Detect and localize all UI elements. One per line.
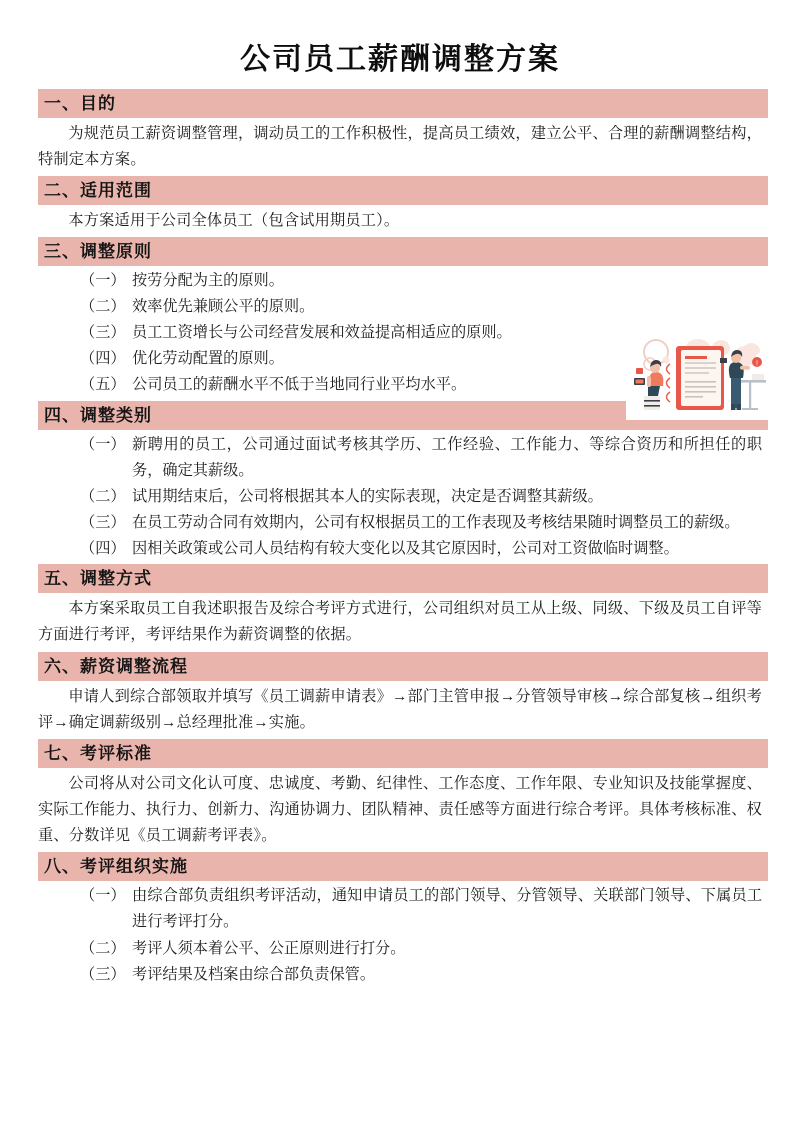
list-item-text: 优化劳动配置的原则。 [132,350,284,368]
list-item [38,346,762,372]
list-item-text: 由综合部负责组织考评活动，通知申请员工的部门领导、分管领导、关联部门领导、下属员工进行考评打分。 [132,887,762,931]
section-heading: 八、考评组织实施 [38,852,768,881]
list-item-text: 考评人须本着公平、公正原则进行打分。 [132,939,406,957]
list-item [38,294,762,320]
list-item [38,432,762,484]
list-item [38,320,762,346]
list-item [38,883,762,935]
section-paragraph: 为规范员工薪资调整管理，调动员工的工作积极性，提高员工绩效，建立公平、合理的薪酬调整结构，特制定本方案。 [38,124,762,168]
document-section [38,652,762,736]
section-paragraph: 本方案采取员工自我述职报告及综合考评方式进行，公司组织对员工从上级、同级、下级及员工自评等方面进行考评，考评结果作为薪资调整的依据。 [38,600,762,644]
document-section [38,564,762,648]
list-item-number: （一） [80,271,126,289]
list-item-text: 因相关政策或公司人员结构有较大变化以及其它原因时，公司对工资做临时调整。 [132,540,679,558]
section-heading: 二、适用范围 [38,176,768,205]
document-section [38,739,762,849]
list-item [38,484,762,510]
list-item-text: 在员工劳动合同有效期内，公司有权根据员工的工作表现及考核结果随时调整员工的薪级。 [132,514,740,532]
section-paragraph: 本方案适用于公司全体员工（包含试用期员工）。 [68,211,400,229]
numbered-list [38,883,762,988]
sections-container [38,89,762,988]
page-title: 公司员工薪酬调整方案 [240,43,560,76]
list-item-text: 试用期结束后，公司将根据其本人的实际表现，决定是否调整其薪级。 [132,487,603,505]
svg-text:!: ! [756,360,758,368]
list-item [38,510,762,536]
list-item [38,936,762,962]
list-item-text: 员工工资增长与公司经营发展和效益提高相适应的原则。 [132,324,512,342]
list-item-number: （二） [80,298,126,316]
list-item-number: （一） [80,887,126,905]
list-item [38,268,762,294]
list-item-text: 效率优先兼顾公平的原则。 [132,298,315,316]
list-item-number: （四） [80,540,126,558]
list-item-number: （二） [80,487,126,505]
list-item-number: （三） [80,965,126,983]
list-item [38,962,762,988]
list-item-text: 按劳分配为主的原则。 [132,271,284,289]
document-section [38,401,762,563]
section-heading: 三、调整原则 [38,237,768,266]
list-item [38,372,762,398]
section-heading: 七、考评标准 [38,739,768,768]
numbered-list [38,268,762,399]
section-paragraph: 公司将从对公司文化认可度、忠诚度、考勤、纪律性、工作态度、工作年限、专业知识及技能掌握度、实际工作能力、执行力、创新力、沟通协调力、团队精神、责任感等方面进行综合考评。具体考核标准、权重、分数详见《员工调薪考评表》。 [38,774,762,845]
list-item [38,536,762,562]
list-item-text: 考评结果及档案由综合部负责保管。 [132,965,375,983]
document-section [38,176,762,234]
list-item-text: 公司员工的薪酬水平不低于当地同行业平均水平。 [132,376,467,394]
section-heading: 一、目的 [38,89,768,118]
document-section [38,237,762,399]
list-item-number: （三） [80,514,126,532]
document-section [38,89,762,173]
list-item-text: 新聘用的员工，公司通过面试考核其学历、工作经验、工作能力、等综合资历和所担任的职务，确定其薪级。 [132,435,762,479]
numbered-list [38,432,762,563]
section-paragraph: 申请人到综合部领取并填写《员工调薪申请表》→部门主管申报→分管领导审核→综合部复核→组织考评→确定调薪级别→总经理批准→实施。 [38,687,762,731]
section-heading: 五、调整方式 [38,564,768,593]
section-heading: 六、薪资调整流程 [38,652,768,681]
section-heading: 四、调整类别 [38,401,768,430]
list-item-number: （五） [80,376,126,394]
list-item-number: （一） [80,435,126,453]
list-item-number: （二） [80,939,126,957]
document-section [38,852,762,988]
list-item-number: （四） [80,350,126,368]
list-item-number: （三） [80,324,126,342]
